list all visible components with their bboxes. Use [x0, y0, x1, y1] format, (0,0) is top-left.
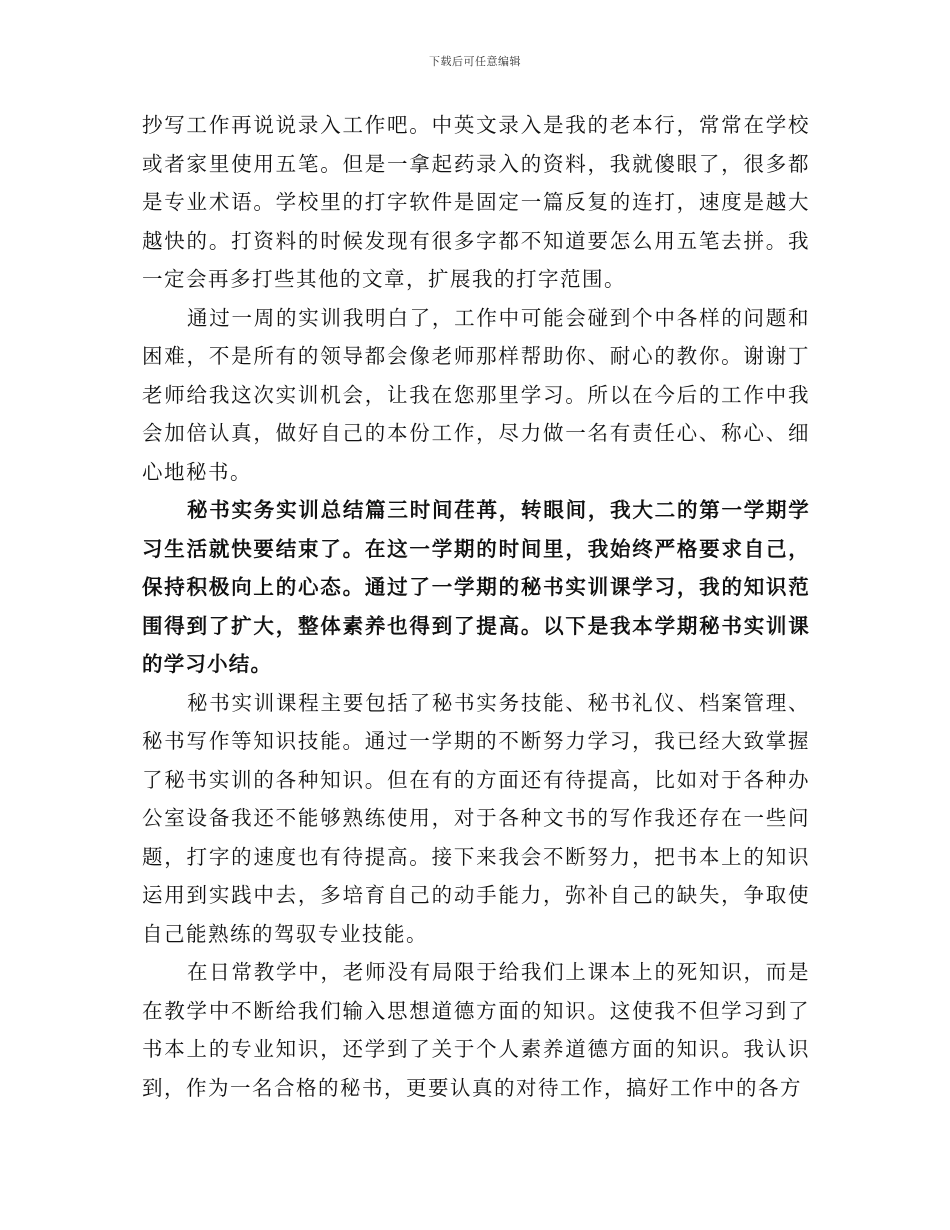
paragraph-5: 在日常教学中，老师没有局限于给我们上课本上的死知识，而是在教学中不断给我们输入思想道德方面的知识。这使我不但学习到了书本上的专业知识，还学到了关于个人素养道德方面的知识。我认识到，作为一名合格的秘书，更要认真的对待工作，搞好工作中的各方 [142, 960, 810, 1100]
page-header: 下载后可任意编辑 [429, 55, 521, 68]
paragraph-2: 通过一周的实训我明白了，工作中可能会碰到个中各样的问题和困难，不是所有的领导都会像老师那样帮助你、耐心的教你。谢谢丁老师给我这次实训机会，让我在您那里学习。所以在今后的工作中我会加倍认真，做好自己的本份工作，尽力做一名有责任心、称心、细心地秘书。 [142, 305, 810, 484]
paragraph-4: 秘书实训课程主要包括了秘书实务技能、秘书礼仪、档案管理、秘书写作等知识技能。通过一学期的不断努力学习，我已经大致掌握了秘书实训的各种知识。但在有的方面还有待提高，比如对于各种办公室设备我还不能够熟练使用，对于各种文书的写作我还存在一些问题，打字的速度也有待提高。接下来我会不断努力，把书本上的知识运用到实践中去，多培育自己的动手能力，弥补自己的缺失，争取使自己能熟练的驾驭专业技能。 [142, 690, 810, 946]
document-body [142, 106, 810, 1107]
paragraph-3-heading: 秘书实务实训总结篇三时间荏苒，转眼间，我大二的第一学期学习生活就快要结束了。在这一学期的时间里，我始终严格要求自己，保持积极向上的心态。通过了一学期的秘书实训课学习，我的知识范围得到了扩大，整体素养也得到了提高。以下是我本学期秘书实训课的学习小结。 [142, 498, 810, 676]
paragraph-1: 抄写工作再说说录入工作吧。中英文录入是我的老本行，常常在学校或者家里使用五笔。但是一拿起药录入的资料，我就傻眼了，很多都是专业术语。学校里的打字软件是固定一篇反复的连打，速度是越大越快的。打资料的时候发现有很多字都不知道要怎么用五笔去拼。我一定会再多打些其他的文章，扩展我的打字范围。 [142, 113, 810, 291]
